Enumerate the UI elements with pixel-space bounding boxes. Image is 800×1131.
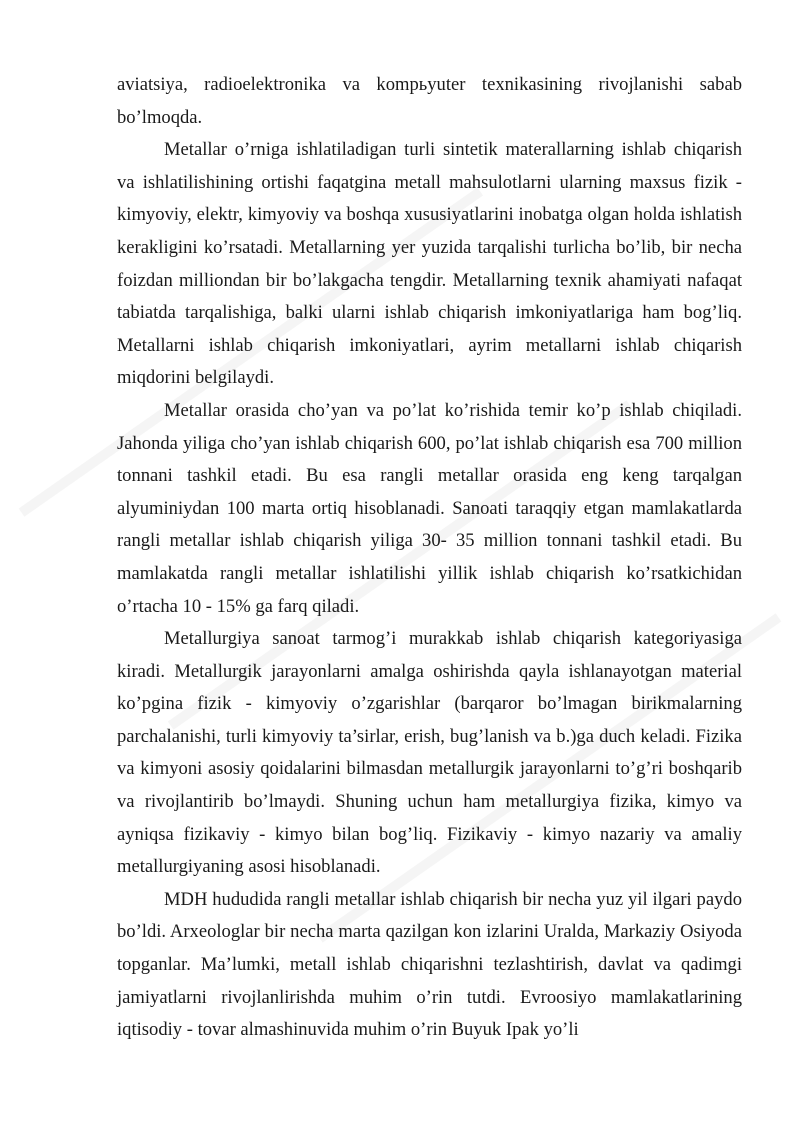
paragraph-2: Metallar o’rniga ishlatiladigan turli sintetik materallarning ishlab chiqarish va ishlatilishining ortishi faqatgina metall mahsulotlarni ularning maxsus fizik - kimyoviy, elektr, kimyoviy va boshqa xususiyatlarini inobatga olgan holda ishlatish kerakligini ko’rsatadi. Metallarning yer yuzida tarqalishi turlicha bo’lib, bir necha foizdan milliondan bir bo’lakgacha tengdir. Metallarning texnik ahamiyati nafaqat tabiatda tarqalishiga, balki ularni ishlab chiqarish imkoniyatlariga ham bog’liq. Metallarni ishlab chiqarish imkoniyatlari, ayrim metallarni ishlab chiqarish miqdorini belgilaydi. xyxy=(117,139,742,389)
paragraph-5: MDH hududida rangli metallar ishlab chiqarish bir necha yuz yil ilgari paydo bo’ldi. Arxeologlar bir necha marta qazilgan kon izlarini Uralda, Markaziy Osiyoda topganlar. Ma’lumki, metall ishlab chiqarishni tezlashtirish, davlat va qadimgi jamiyatlarni rivojlanlirishda muhim o’rin tutdi. Evroosiyo mamlakatlarining iqtisodiy - tovar almashinuvida muhim o’rin Buyuk Ipak yo’li xyxy=(117,888,742,1041)
paragraph-1: aviatsiya, radioelektronika va kompьyuter texnikasining rivojlanishi sabab bo’lmoqda. xyxy=(117,74,742,128)
paragraph-3: Metallar orasida cho’yan va po’lat ko’rishida temir ko’p ishlab chiqiladi. Jahonda yiliga cho’yan ishlab chiqarish 600, po’lat ishlab chiqarish esa 700 million tonnani tashkil etadi. Bu esa rangli metallar orasida eng keng tarqalgan alyuminiydan 100 marta ortiq hisoblanadi. Sanoati taraqqiy etgan mamlakatlarda rangli metallar ishlab chiqarish yiliga 30- 35 million tonnani tashkil etadi. Bu mamlakatda rangli metallar ishlatilishi yillik ishlab chiqarish ko’rsatkichidan o’rtacha 10 - 15% ga farq qiladi. xyxy=(117,399,742,617)
document-page xyxy=(117,69,742,1047)
paragraph-4: Metallurgiya sanoat tarmog’i murakkab ishlab chiqarish kategoriyasiga kiradi. Metallurgik jarayonlarni amalga oshirishda qayla ishlanayotgan material ko’pgina fizik - kimyoviy o’zgarishlar (barqaror bo’lmagan birikmalarning parchalanishi, turli kimyoviy ta’sirlar, erish, bug’lanish va b.)ga duch keladi. Fizika va kimyoni asosiy qoidalarini bilmasdan metallurgik jarayonlarni to’g’ri boshqarib va rivojlantirib bo’lmaydi. Shuning uchun ham metallurgiya fizika, kimyo va ayniqsa fizikaviy - kimyo bilan bog’liq. Fizikaviy - kimyo nazariy va amaliy metallurgiyaning asosi hisoblanadi. xyxy=(117,628,742,878)
